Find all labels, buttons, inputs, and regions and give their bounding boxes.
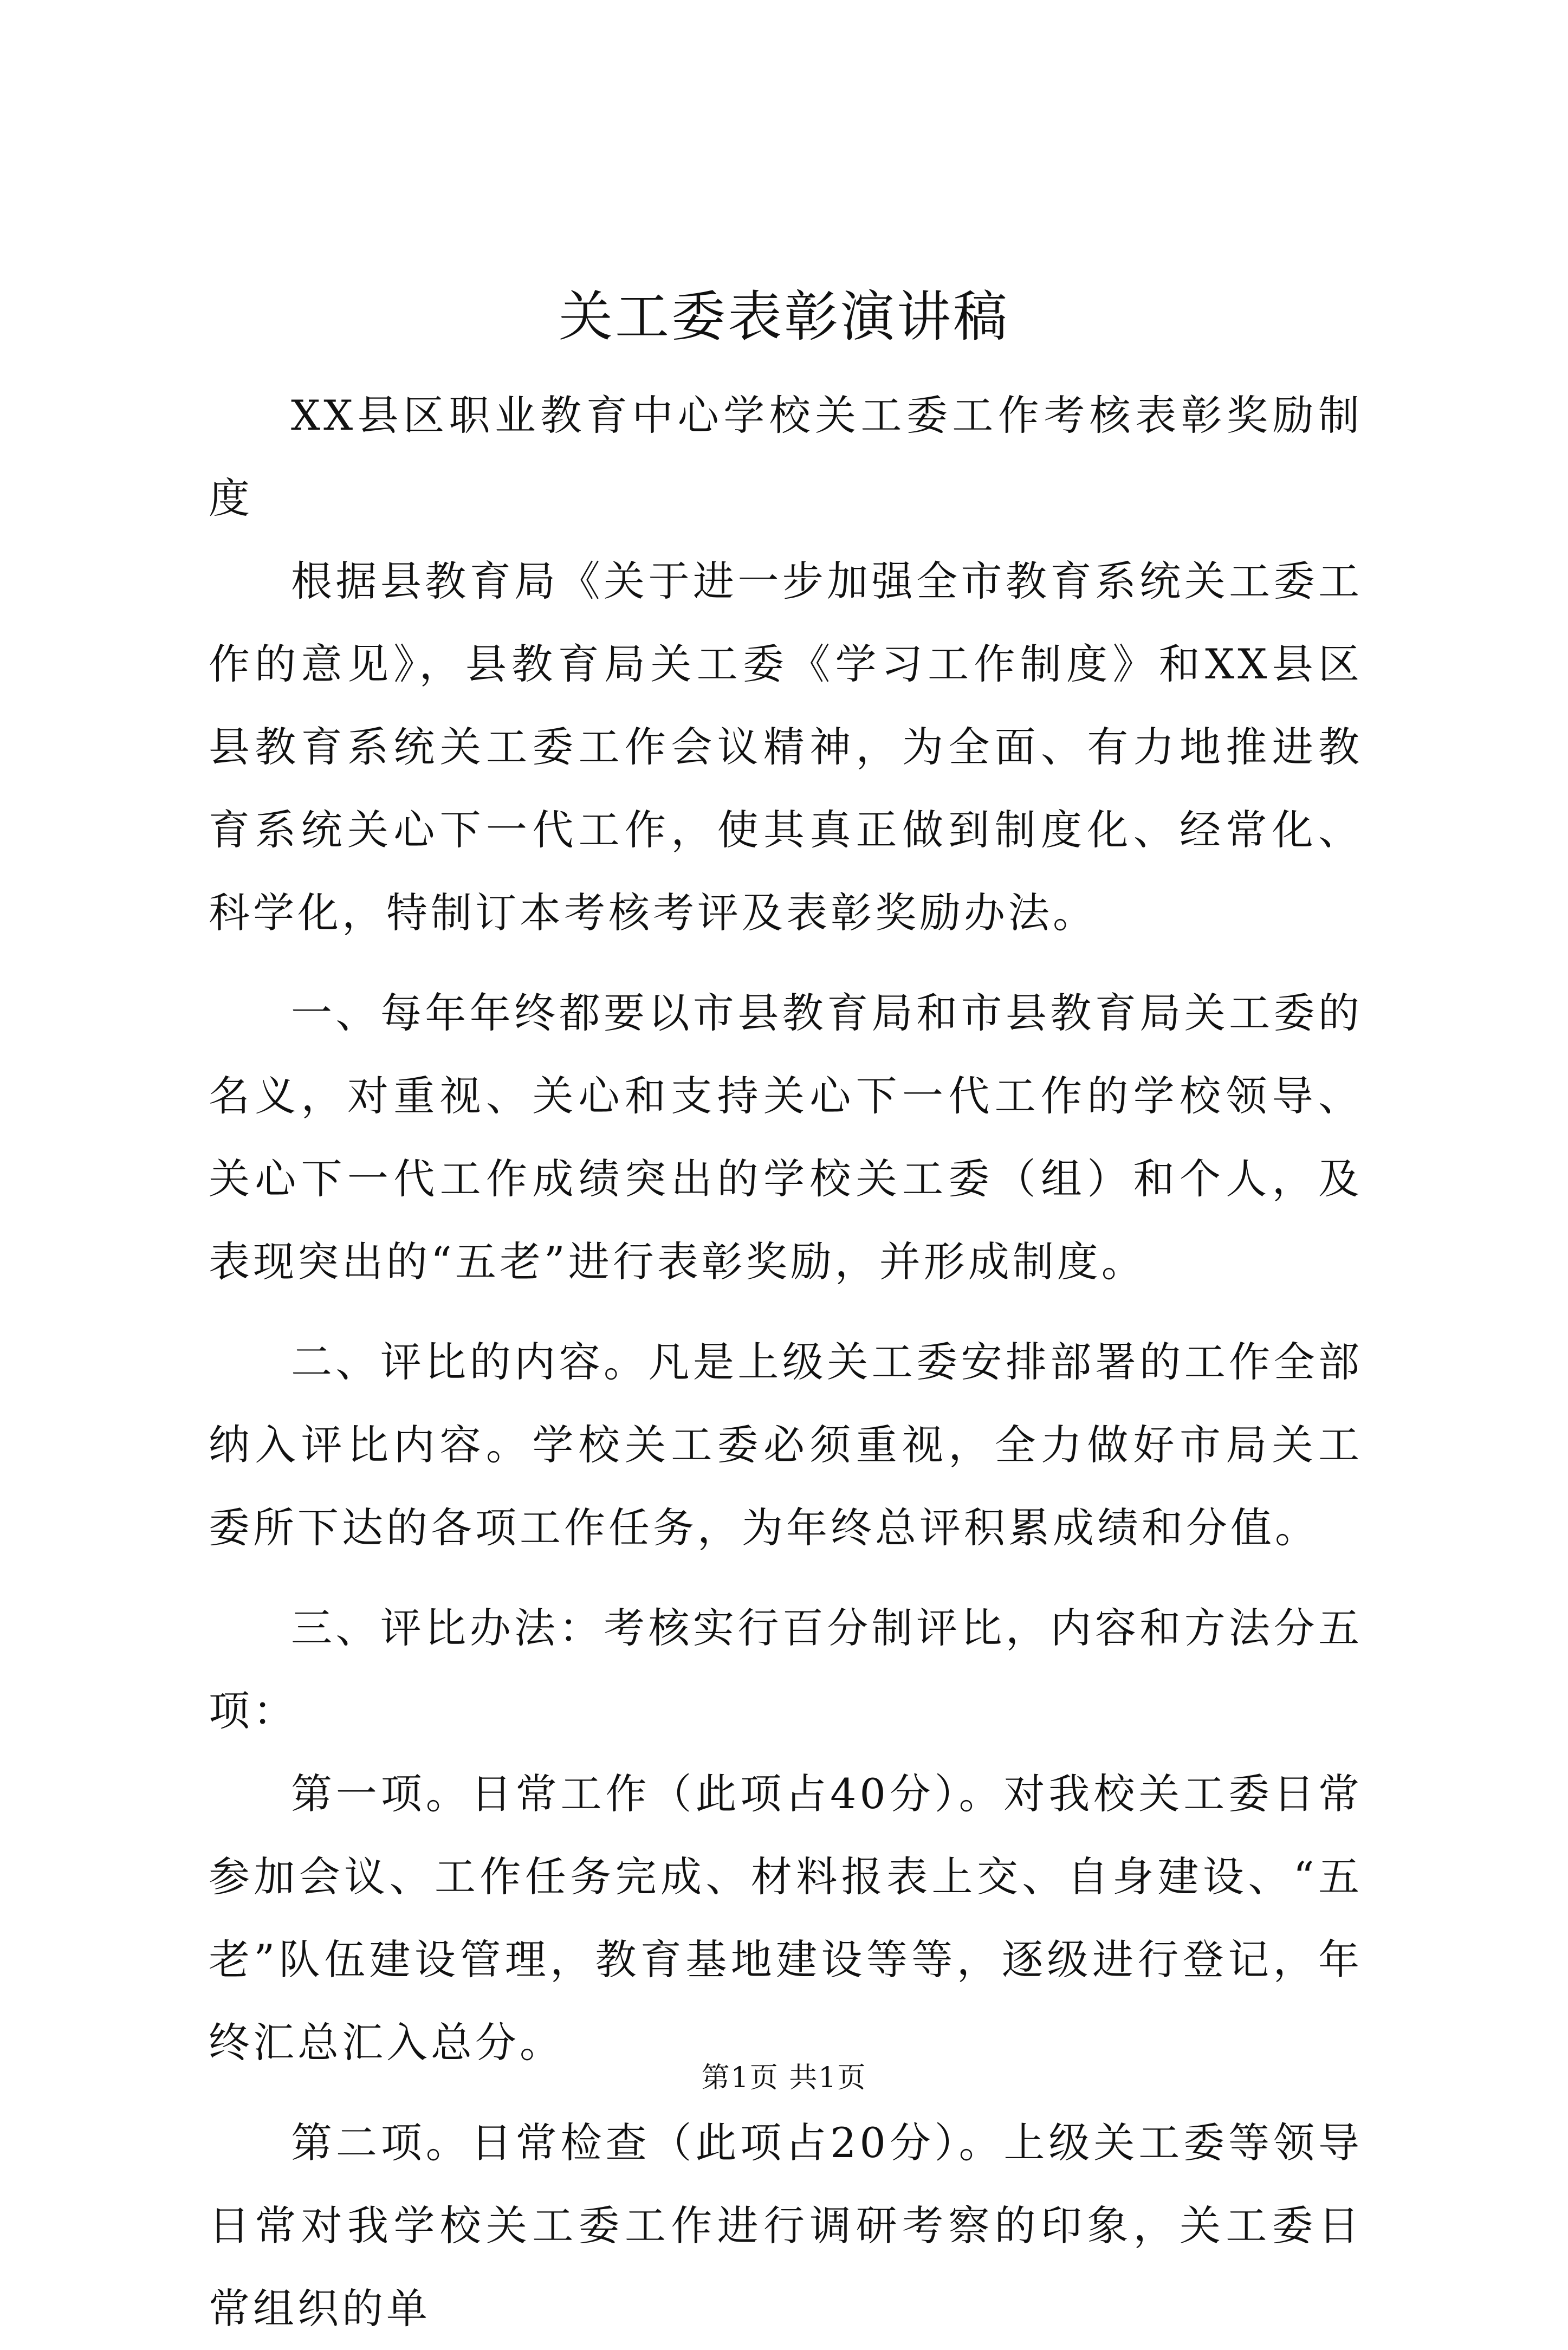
body-paragraph: 二、评比的内容。凡是上级关工委安排部署的工作全部纳入评比内容。学校关工委必须重视，全力做好市局关工委所下达的各项工作任务，为年终总评积累成绩和分值。: [209, 1338, 1363, 1552]
body-paragraph: 三、评比办法：考核实行百分制评比，内容和方法分五项：: [209, 1604, 1363, 1735]
document-body: [209, 374, 1363, 2350]
body-paragraph: 第一项。日常工作（此项占40分）。对我校关工委日常参加会议、工作任务完成、材料报表上交、自身建设、“五老”队伍建设管理，教育基地建设等等，逐级进行登记，年终汇总汇入总分。: [209, 1770, 1363, 2067]
document-title: 关工委表彰演讲稿: [559, 285, 1009, 348]
subtitle-paragraph: XX县区职业教育中心学校关工委工作考核表彰奖励制度: [209, 391, 1363, 522]
page-number-footer: 第1页 共1页: [701, 2062, 867, 2094]
body-paragraph: 根据县教育局《关于进一步加强全市教育系统关工委工作的意见》，县教育局关工委《学习工作制度》和XX县区县教育系统关工委工作会议精神，为全面、有力地推进教育系统关心下一代工作，使其真正做到制度化、经常化、科学化，特制订本考核考评及表彰奖励办法。: [209, 557, 1363, 937]
body-paragraph: 一、每年年终都要以市县教育局和市县教育局关工委的名义，对重视、关心和支持关心下一代工作的学校领导、关心下一代工作成绩突出的学校关工委（组）和个人，及表现突出的“五老”进行表彰奖励，并形成制度。: [209, 989, 1363, 1286]
body-paragraph: 第二项。日常检查（此项占20分）。上级关工委等领导日常对我学校关工委工作进行调研考察的印象，关工委日常组织的单: [209, 2119, 1363, 2333]
